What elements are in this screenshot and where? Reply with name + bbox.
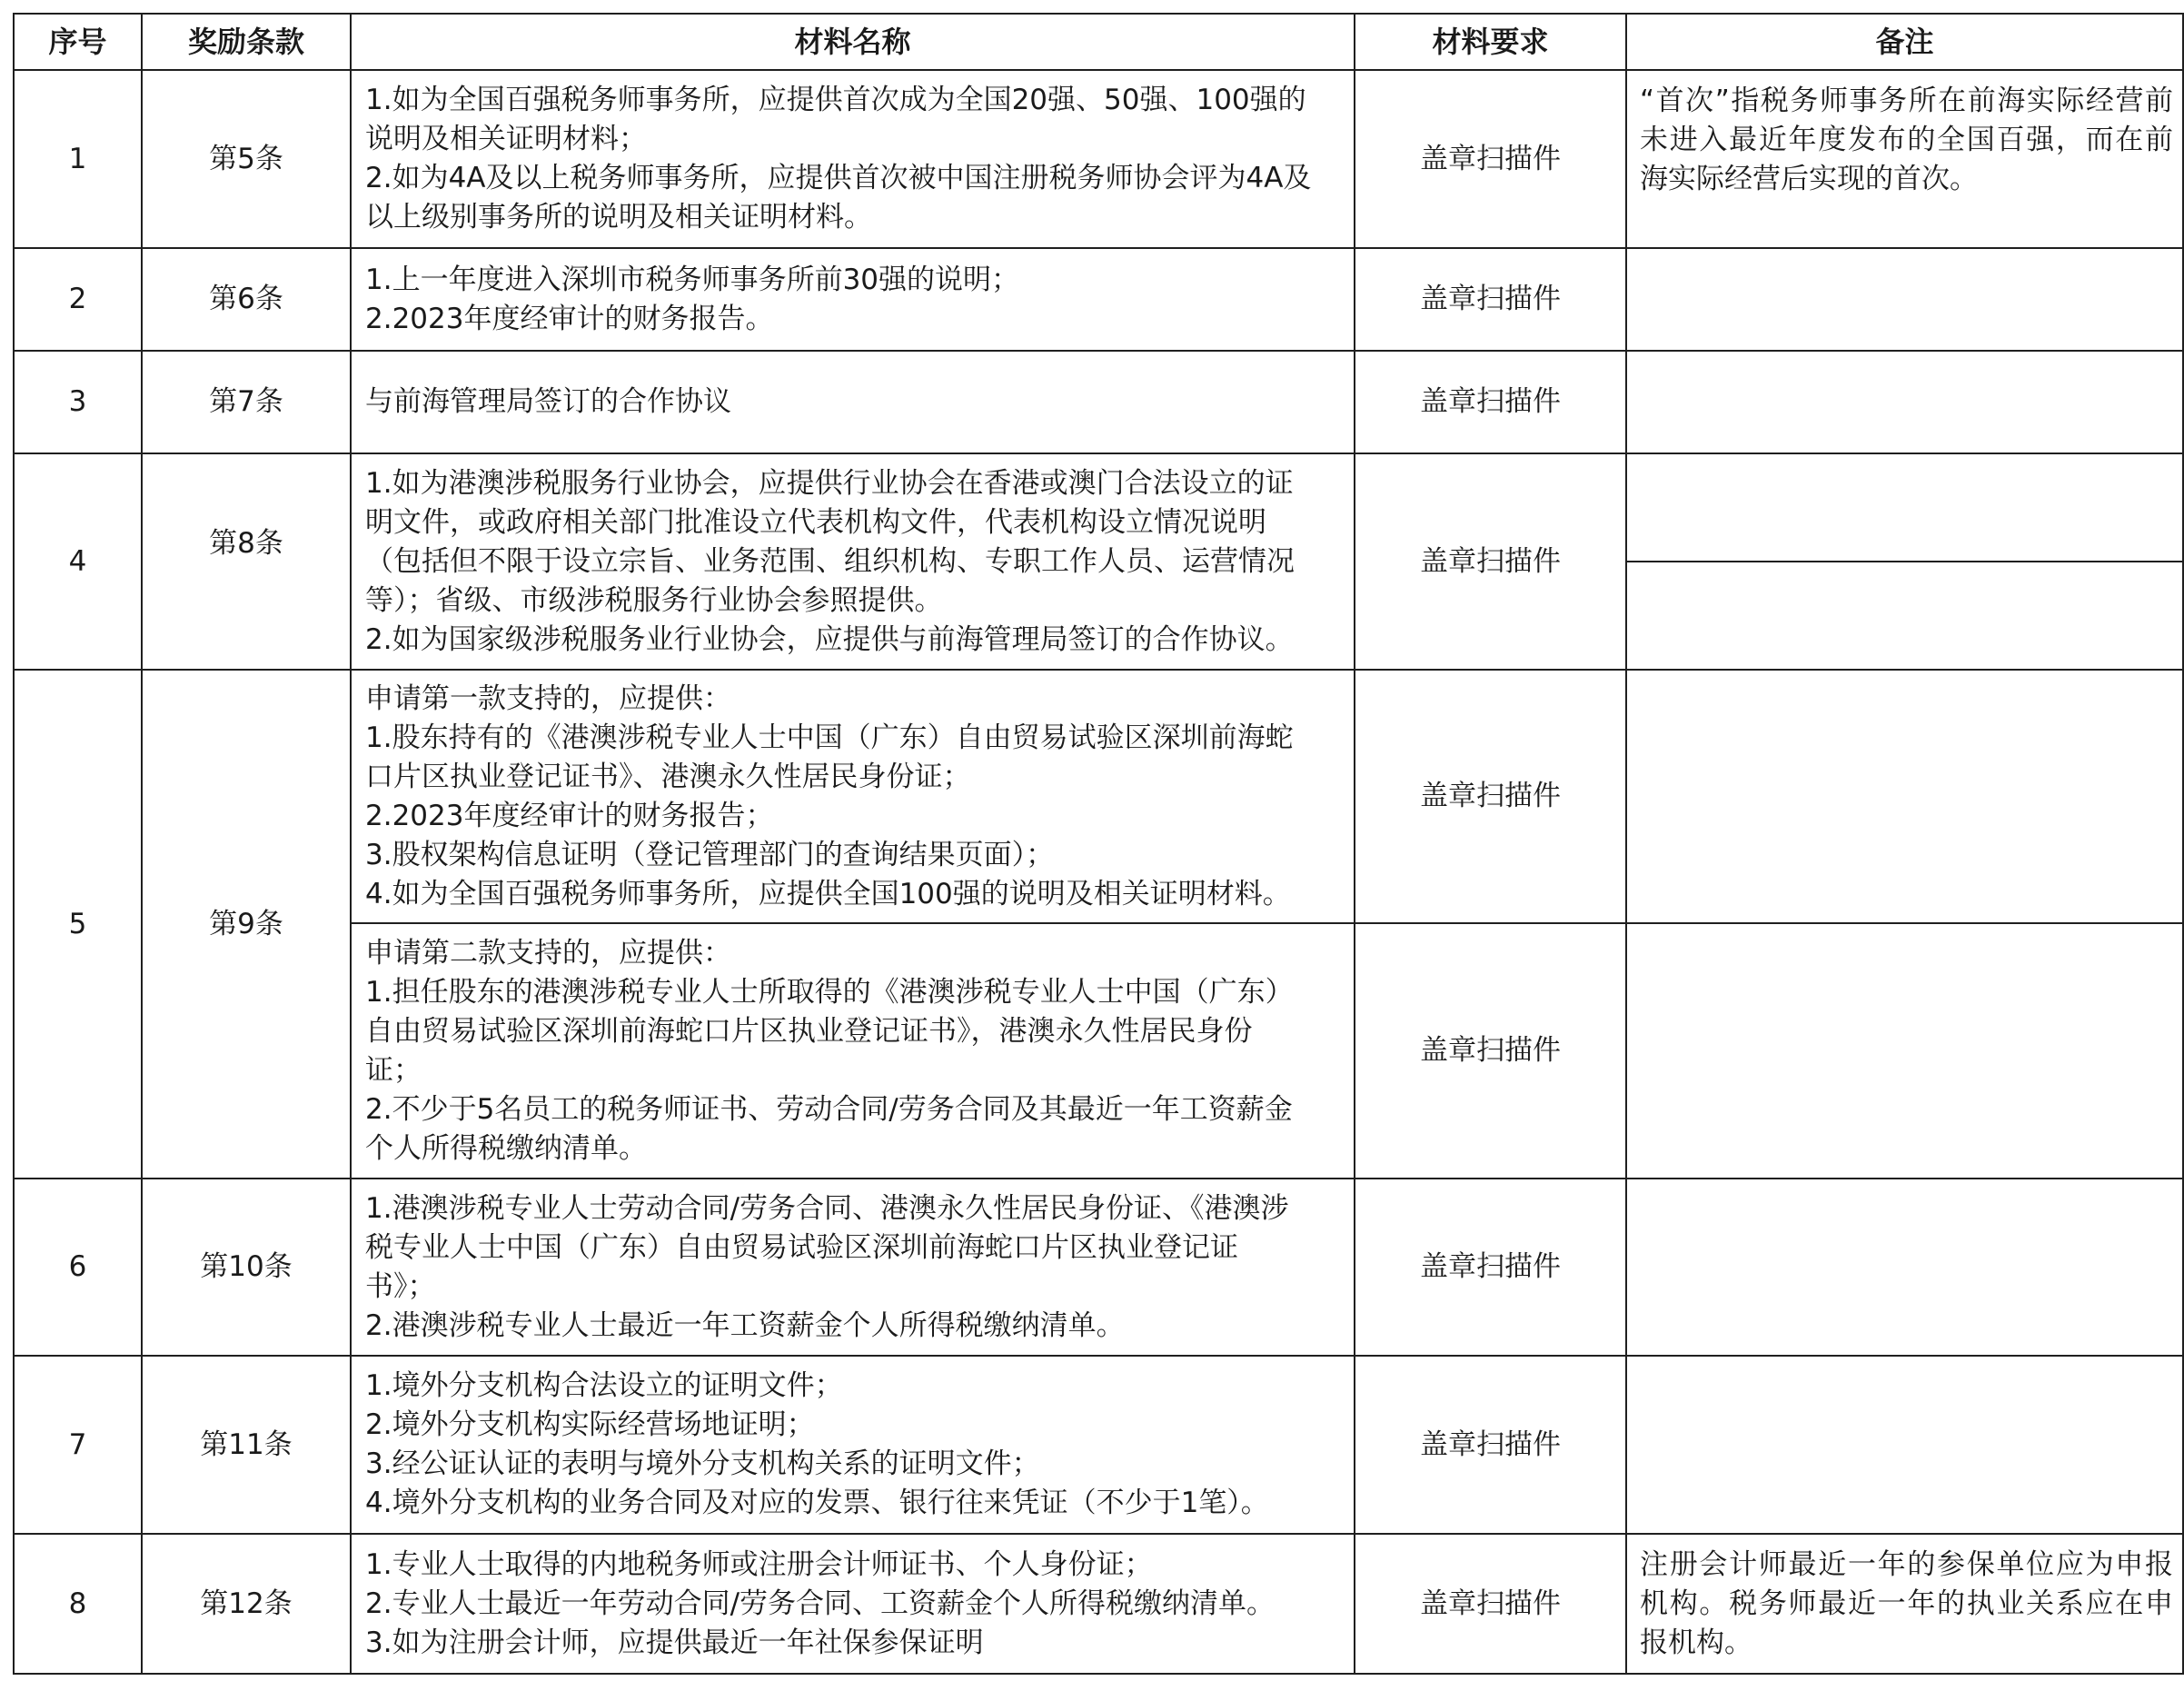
row-clause-text: 第8条 [209, 526, 283, 560]
row-requirement: 盖章扫描件 [1355, 351, 1626, 453]
materials-line: 1.专业人士取得的内地税务师或注册会计师证书、个人身份证； [365, 1547, 1153, 1581]
table-row [14, 1534, 2183, 1674]
row-clause: 第11条 [142, 1356, 351, 1534]
materials-line: 1.担任股东的港澳涉税专业人士所取得的《港澳涉税专业人士中国（广东） [365, 975, 1294, 1009]
header-requirement: 材料要求 [1355, 14, 1626, 70]
materials-line: 2.如为4A及以上税务师事务所，应提供首次被中国注册税务师协会评为4A及 [365, 162, 1312, 194]
materials-line: 2.不少于5名员工的税务师证书、劳动合同/劳务合同及其最近一年工资薪金 [365, 1092, 1293, 1126]
row-requirement: 盖章扫描件 [1355, 453, 1626, 670]
materials-line: 4.境外分支机构的业务合同及对应的发票、银行往来凭证（不少于1笔）。 [365, 1487, 1269, 1519]
row-notes-secondary [1626, 562, 2183, 670]
row-index: 2 [14, 248, 142, 351]
materials-line: 2.港澳涉税专业人士最近一年工资薪金个人所得税缴纳清单。 [365, 1308, 1125, 1342]
materials-line: 3.如为注册会计师，应提供最近一年社保参保证明 [365, 1626, 984, 1659]
row-index: 7 [14, 1356, 142, 1534]
row-requirement: 盖章扫描件 [1355, 670, 1626, 923]
header-row [14, 14, 2183, 70]
materials-line: 申请第一款支持的，应提供： [365, 681, 731, 715]
row-materials [351, 1179, 1355, 1356]
row-notes [1626, 1356, 2183, 1534]
materials-line: （包括但不限于设立宗旨、业务范围、组织机构、专职工作人员、运营情况 [365, 544, 1295, 578]
header-index: 序号 [14, 14, 142, 70]
row-requirement: 盖章扫描件 [1355, 1179, 1626, 1356]
materials-line: 与前海管理局签订的合作协议 [365, 385, 731, 418]
header-notes: 备注 [1626, 14, 2183, 70]
row-materials [351, 351, 1355, 453]
table-row [14, 453, 2183, 562]
row-clause: 第7条 [142, 351, 351, 453]
materials-line: 2.2023年度经审计的财务报告。 [365, 302, 774, 335]
row-materials [351, 923, 1355, 1179]
row-clause: 第12条 [142, 1534, 351, 1674]
row-notes [1626, 1534, 2183, 1674]
row-requirement: 盖章扫描件 [1355, 70, 1626, 248]
header-clause: 奖励条款 [142, 14, 351, 70]
row-index: 4 [14, 453, 142, 670]
materials-line: 等）；省级、市级涉税服务行业协会参照提供。 [365, 583, 943, 617]
header-materials: 材料名称 [351, 14, 1355, 70]
row-materials [351, 1356, 1355, 1534]
materials-line: 个人所得税缴纳清单。 [365, 1131, 647, 1165]
table-row [14, 248, 2183, 351]
row-clause [142, 453, 351, 670]
materials-line: 明文件，或政府相关部门批准设立代表机构文件，代表机构设立情况说明 [365, 505, 1266, 539]
materials-line: 申请第二款支持的，应提供： [365, 936, 731, 970]
materials-line: 1.港澳涉税专业人士劳动合同/劳务合同、港澳永久性居民身份证、《港澳涉 [365, 1191, 1289, 1225]
notes-text: “首次”指税务师事务所在前海实际经营前未进入最近年度发布的全国百强，而在前海实际经营后实现的首次。 [1640, 85, 2173, 195]
row-notes [1626, 453, 2183, 562]
row-index: 5 [14, 670, 142, 1179]
row-requirement: 盖章扫描件 [1355, 1356, 1626, 1534]
materials-line: 1.股东持有的《港澳涉税专业人士中国（广东）自由贸易试验区深圳前海蛇 [365, 721, 1294, 754]
materials-line: 1.如为全国百强税务师事务所，应提供首次成为全国20强、50强、100强的 [365, 84, 1306, 116]
row-notes [1626, 351, 2183, 453]
row-index: 8 [14, 1534, 142, 1674]
materials-line: 2.专业人士最近一年劳动合同/劳务合同、工资薪金个人所得税缴纳清单。 [365, 1587, 1276, 1620]
table-row [14, 1179, 2183, 1356]
notes-text: 注册会计师最近一年的参保单位应为申报机构。税务师最近一年的执业关系应在申报机构。 [1640, 1548, 2173, 1659]
row-materials [351, 248, 1355, 351]
materials-line: 1.境外分支机构合法设立的证明文件； [365, 1369, 843, 1402]
row-materials [351, 70, 1355, 248]
materials-line: 1.上一年度进入深圳市税务师事务所前30强的说明； [365, 263, 1020, 296]
materials-line: 证； [365, 1053, 422, 1087]
materials-line: 3.经公证认证的表明与境外分支机构关系的证明文件； [365, 1447, 1040, 1480]
row-materials [351, 1534, 1355, 1674]
materials-line: 2.2023年度经审计的财务报告； [365, 799, 774, 832]
materials-line: 4.如为全国百强税务师事务所，应提供全国100强的说明及相关证明材料。 [365, 877, 1291, 910]
row-index: 6 [14, 1179, 142, 1356]
row-clause: 第10条 [142, 1179, 351, 1356]
row-clause: 第5条 [142, 70, 351, 248]
materials-line: 2.如为国家级涉税服务业行业协会，应提供与前海管理局签订的合作协议。 [365, 622, 1294, 656]
row-notes [1626, 70, 2183, 248]
row-notes [1626, 1179, 2183, 1356]
table-row [14, 70, 2183, 248]
materials-line: 以上级别事务所的说明及相关证明材料。 [365, 201, 872, 234]
materials-table [13, 13, 2184, 1675]
materials-line: 说明及相关证明材料； [365, 123, 647, 155]
materials-line: 1.如为港澳涉税服务行业协会，应提供行业协会在香港或澳门合法设立的证 [365, 466, 1294, 500]
row-materials [351, 453, 1355, 670]
row-notes [1626, 923, 2183, 1179]
table-row [14, 351, 2183, 453]
materials-line: 自由贸易试验区深圳前海蛇口片区执业登记证书》，港澳永久性居民身份 [365, 1014, 1253, 1048]
row-notes [1626, 670, 2183, 923]
row-index: 3 [14, 351, 142, 453]
row-notes [1626, 248, 2183, 351]
row-materials [351, 670, 1355, 923]
row-clause: 第9条 [142, 670, 351, 1179]
row-requirement: 盖章扫描件 [1355, 1534, 1626, 1674]
row-index: 1 [14, 70, 142, 248]
materials-line: 税专业人士中国（广东）自由贸易试验区深圳前海蛇口片区执业登记证 [365, 1230, 1238, 1264]
row-requirement: 盖章扫描件 [1355, 248, 1626, 351]
table-row [14, 1356, 2183, 1534]
materials-line: 2.境外分支机构实际经营场地证明； [365, 1408, 815, 1441]
materials-line: 3.股权架构信息证明（登记管理部门的查询结果页面）； [365, 838, 1055, 871]
table-row [14, 670, 2183, 923]
materials-line: 口片区执业登记证书》、港澳永久性居民身份证； [365, 760, 971, 793]
materials-line: 书》； [365, 1269, 436, 1303]
row-clause: 第6条 [142, 248, 351, 351]
row-requirement: 盖章扫描件 [1355, 923, 1626, 1179]
